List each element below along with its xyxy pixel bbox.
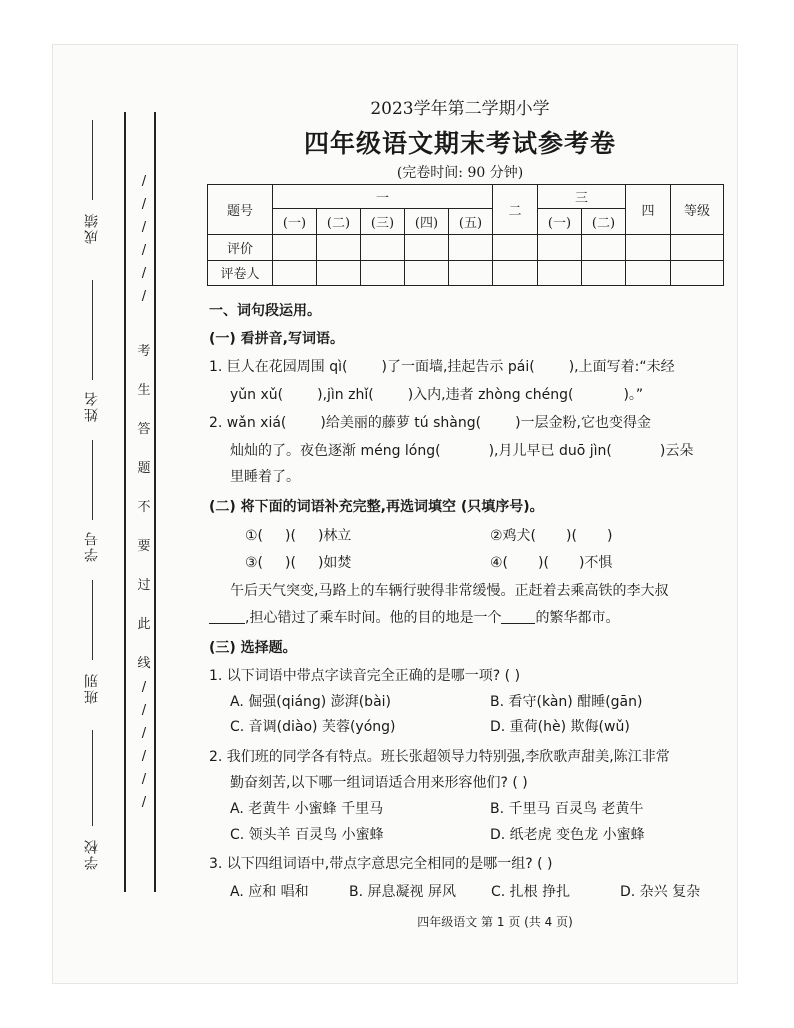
score-field-label: 成绩 (84, 212, 100, 244)
score-table (207, 184, 724, 286)
q3-option-b[interactable]: B. 屏息凝视 屏风 (349, 884, 456, 900)
question-1: 1. 以下词语中带点字读音完全正确的是哪一项? ( ) (209, 668, 521, 684)
group-1-header: 一 (273, 185, 493, 209)
q1-option-c[interactable]: C. 音调(diào) 芙蓉(yóng) (230, 719, 396, 735)
q2-option-a[interactable]: A. 老黄牛 小蜜蜂 千里马 (230, 801, 384, 817)
student-id-field-line (92, 440, 93, 520)
exam-duration: (完卷时间: 90 分钟) (396, 165, 524, 181)
page-footer: 四年级语文 第 1 页 (共 4 页) (417, 915, 573, 929)
q3-option-c[interactable]: C. 扎根 挣扎 (491, 884, 571, 900)
exam-title: 四年级语文期末考试参考卷 (303, 129, 616, 158)
q3-option-d[interactable]: D. 杂兴 复杂 (620, 884, 701, 900)
section-1-title: 一、词句段运用。 (209, 303, 321, 319)
part-2-title: (二) 将下面的词语补充完整,再选词填空 (只填序号)。 (209, 499, 544, 515)
group-4-header: 四 (626, 185, 671, 235)
q2-option-c[interactable]: C. 领头羊 百灵鸟 小蜜蜂 (230, 827, 384, 843)
idiom-4: ④( )( )不惧 (490, 555, 613, 571)
school-field-line (92, 730, 93, 826)
binding-line-inner (154, 112, 156, 892)
name-field-label: 姓名 (84, 390, 100, 422)
pinyin-line-5: 里睡着了。 (230, 469, 300, 485)
row-label-grader: 评卷人 (208, 260, 273, 285)
q2-option-b[interactable]: B. 千里马 百灵鸟 老黄牛 (490, 801, 644, 817)
class-field-label: 班别 (84, 672, 100, 704)
school-term-line: 2023学年第二学期小学 (370, 99, 550, 119)
binding-notice: 考 生 答 题 不 要 过 此 线 (137, 344, 151, 671)
idiom-1: ①( )( )林立 (245, 528, 352, 544)
answer-blank[interactable] (209, 609, 245, 624)
fill-paragraph-line-2: ,担心错过了乘车时间。他的目的地是一个 的繁华都市。 (209, 607, 619, 627)
binding-line-outer (124, 112, 126, 892)
group-2-header: 二 (493, 185, 538, 235)
question-2-line-1: 2. 我们班的同学各有特点。班长张超领导力特别强,李欣歌声甜美,陈江非常 (209, 749, 670, 765)
sub-header: (一) (538, 209, 582, 235)
name-field-line (92, 280, 93, 380)
pinyin-line-2: yǔn xǔ( ),jìn zhǐ( )入内,违者 zhòng chéng( )。” (230, 387, 644, 403)
col-label: 题号 (208, 185, 273, 235)
question-2-line-2: 勤奋刻苦,以下哪一组词语适合用来形容他们? ( ) (230, 775, 528, 791)
pinyin-line-4: 灿灿的了。夜色逐渐 méng lóng( ),月儿早已 duō jìn( )云朵 (230, 443, 694, 459)
pinyin-line-1: 1. 巨人在花园周围 qì( )了一面墙,挂起告示 pái( ),上面写着:“未经 (209, 359, 675, 375)
idiom-2: ②鸡犬( )( ) (490, 528, 613, 544)
sub-header: (二) (582, 209, 626, 235)
sub-header: (四) (405, 209, 449, 235)
q3-option-a[interactable]: A. 应和 唱和 (230, 884, 309, 900)
answer-blank[interactable] (501, 609, 535, 624)
sub-header: (二) (317, 209, 361, 235)
row-label-eval: 评价 (208, 235, 273, 260)
school-field-label: 学校 (84, 838, 100, 870)
student-id-field-label: 学号 (84, 530, 100, 562)
sub-header: (三) (361, 209, 405, 235)
part-3-title: (三) 选择题。 (209, 640, 297, 656)
sub-header: (一) (273, 209, 317, 235)
q2-option-d[interactable]: D. 纸老虎 变色龙 小蜜蜂 (490, 827, 645, 843)
grade-header: 等级 (671, 185, 724, 235)
q1-option-d[interactable]: D. 重荷(hè) 欺侮(wǔ) (490, 719, 630, 735)
score-field-line (92, 120, 93, 200)
q1-option-b[interactable]: B. 看守(kàn) 酣睡(gān) (490, 694, 643, 710)
fill-paragraph-line-1: 午后天气突变,马路上的车辆行驶得非常缓慢。正赶着去乘高铁的李大叔 (230, 583, 669, 599)
idiom-3: ③( )( )如焚 (245, 555, 352, 571)
sub-header: (五) (449, 209, 493, 235)
q1-option-a[interactable]: A. 倔强(qiáng) 澎湃(bài) (230, 694, 391, 710)
pinyin-line-3: 2. wǎn xiá( )给美丽的藤萝 tú shàng( )一层金粉,它也变得金 (209, 415, 652, 431)
slash-column-top: / / / / / / (141, 174, 147, 304)
slash-column-bottom: / / / / / / (141, 680, 147, 810)
class-field-line (92, 580, 93, 660)
group-3-header: 三 (538, 185, 626, 209)
part-1-title: (一) 看拼音,写词语。 (209, 331, 344, 347)
question-3: 3. 以下四组词语中,带点字意思完全相同的是哪一组? ( ) (209, 856, 553, 872)
